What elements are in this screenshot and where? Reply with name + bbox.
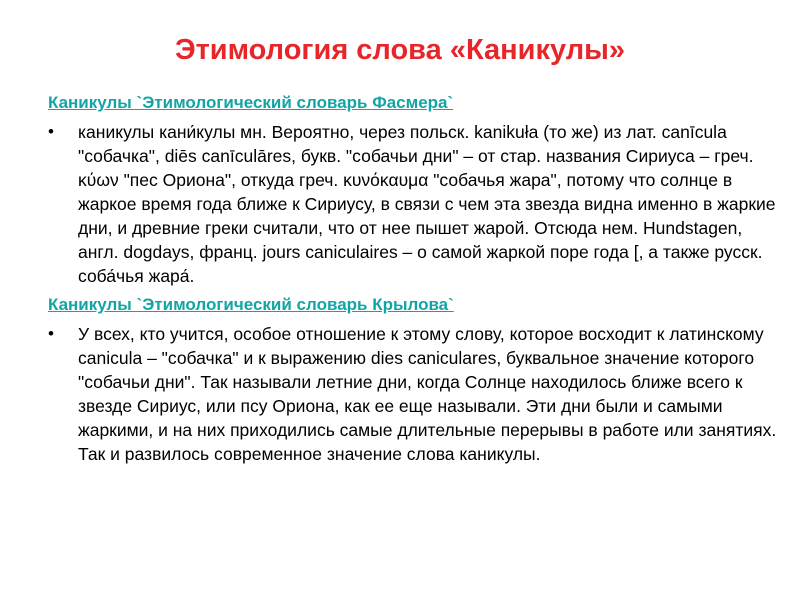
slide-content	[48, 92, 778, 472]
section-link-krylov[interactable]: Каникулы `Этимологический словарь Крылова`	[48, 295, 454, 314]
bullet-item-fasmer	[48, 120, 778, 288]
bullet-icon: •	[48, 324, 54, 343]
bullet-text-fasmer: каникулы кани́кулы мн. Вероятно, через польск. kanikuła (то же) из лат. canīcula "собачка", diēs canīculāres, букв. "собачьи дни" – от стар. названия Сириуса – греч. κύων "пес Ориона", откуда греч. κυνόκαυμα "собачья жара", потому что солнце в жаркое время года ближе к Сириусу, в связи с чем эта звезда видна именно в жаркие дни, и древние греки считали, что от нее пышет жарой. Отсюда нем. Hundstagen, англ. dogdays, франц. jours caniculaires – о самой жаркой поре года [, а также русск. соба́чья жара́.	[78, 122, 776, 286]
bullet-icon: •	[48, 122, 54, 141]
bullet-item-krylov	[48, 322, 778, 466]
bullet-text-krylov: У всех, кто учится, особое отношение к этому слову, которое восходит к латинскому canicula – "собачка" и к выражению dies caniculares, буквальное значение которого "собачьи дни". Так называли летние дни, когда Солнце находилось ближе всего к звезде Сириус, или псу Ориона, как ее еще называли. Эти дни были и самыми жаркими, и на них приходились самые длительные перерывы в работе или занятиях. Так и развилось современное значение слова каникулы.	[78, 324, 777, 464]
section-link-fasmer[interactable]: Каникулы `Этимологический словарь Фасмера`	[48, 93, 454, 112]
slide-title: Этимология слова «Каникулы»	[174, 34, 626, 66]
